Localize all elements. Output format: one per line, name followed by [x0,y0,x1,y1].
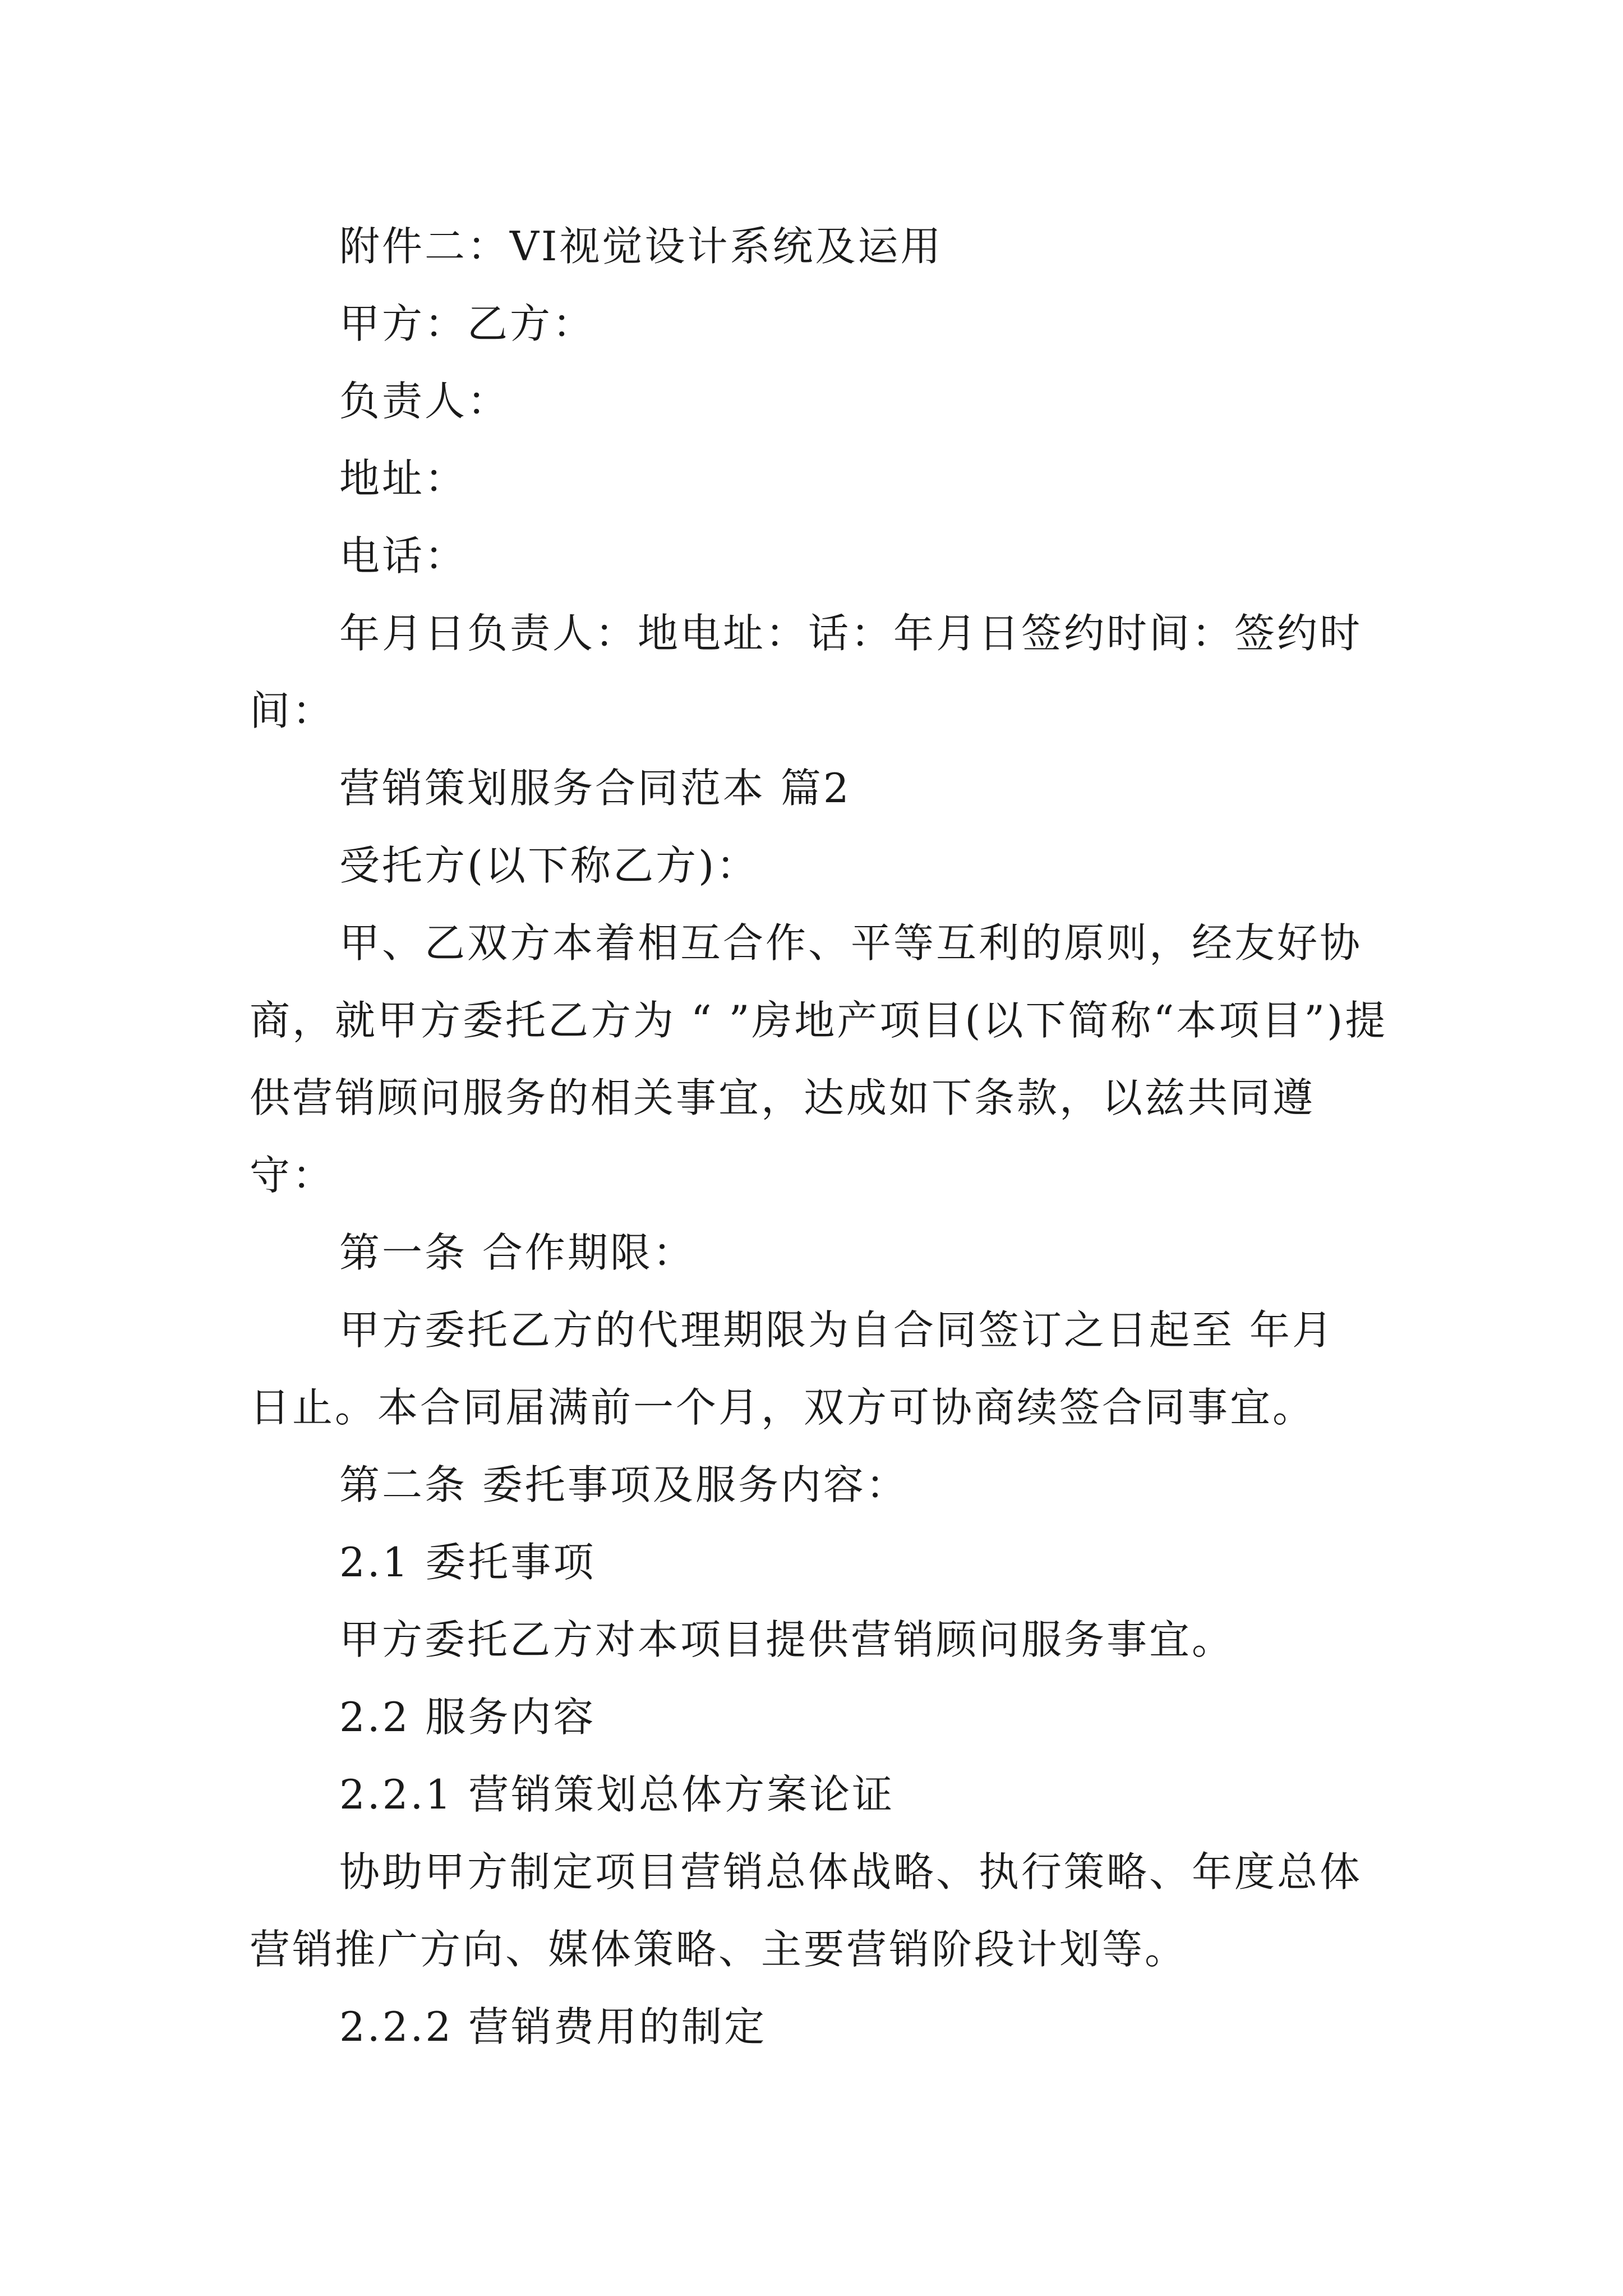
clause-2-2-title: 2.2 服务内容 [339,1694,596,1741]
attachment-2-line: 附件二：VI视觉设计系统及运用 [339,223,943,270]
preamble-paragraph: 甲、乙双方本着相互合作、平等互利的原则，经友好协商，就甲方委托乙方为 “ ”房地产项目(以下简称“本项目”)提供营销顾问服务的相关事宜，达成如下条款，以兹共同遵守： [250,919,1388,1199]
clause-2-2-2-title: 2.2.2 营销费用的制定 [339,2003,767,2050]
section-title: 营销策划服务合同范本 篇2 [339,765,851,812]
address-line: 地址： [339,455,468,502]
entrusted-party-line: 受托方(以下称乙方)： [339,842,759,889]
article-2-title: 第二条 委托事项及服务内容： [339,1461,909,1508]
clause-2-1-body: 甲方委托乙方对本项目提供营销顾问服务事宜。 [339,1616,1235,1663]
document-body [250,208,1388,2065]
clause-2-2-1-title: 2.2.1 营销策划总体方案论证 [339,1771,895,1818]
clause-2-2-1-body: 协助甲方制定项目营销总体战略、执行策略、年度总体营销推广方向、媒体策略、主要营销阶段计划等。 [250,1848,1363,1973]
parties-line: 甲方：乙方： [339,300,596,347]
article-1-body: 甲方委托乙方的代理期限为自合同签订之日起至 年月 日止。本合同届满前一个月，双方可协商续签合同事宜。 [250,1306,1335,1431]
phone-line: 电话： [339,532,468,579]
signing-line: 年月日负责人：地电址：话：年月日签约时间：签约时间： [250,610,1363,734]
article-1-title: 第一条 合作期限： [339,1229,695,1276]
clause-2-1-title: 2.1 委托事项 [339,1539,596,1586]
person-in-charge-line: 负责人： [339,378,510,425]
